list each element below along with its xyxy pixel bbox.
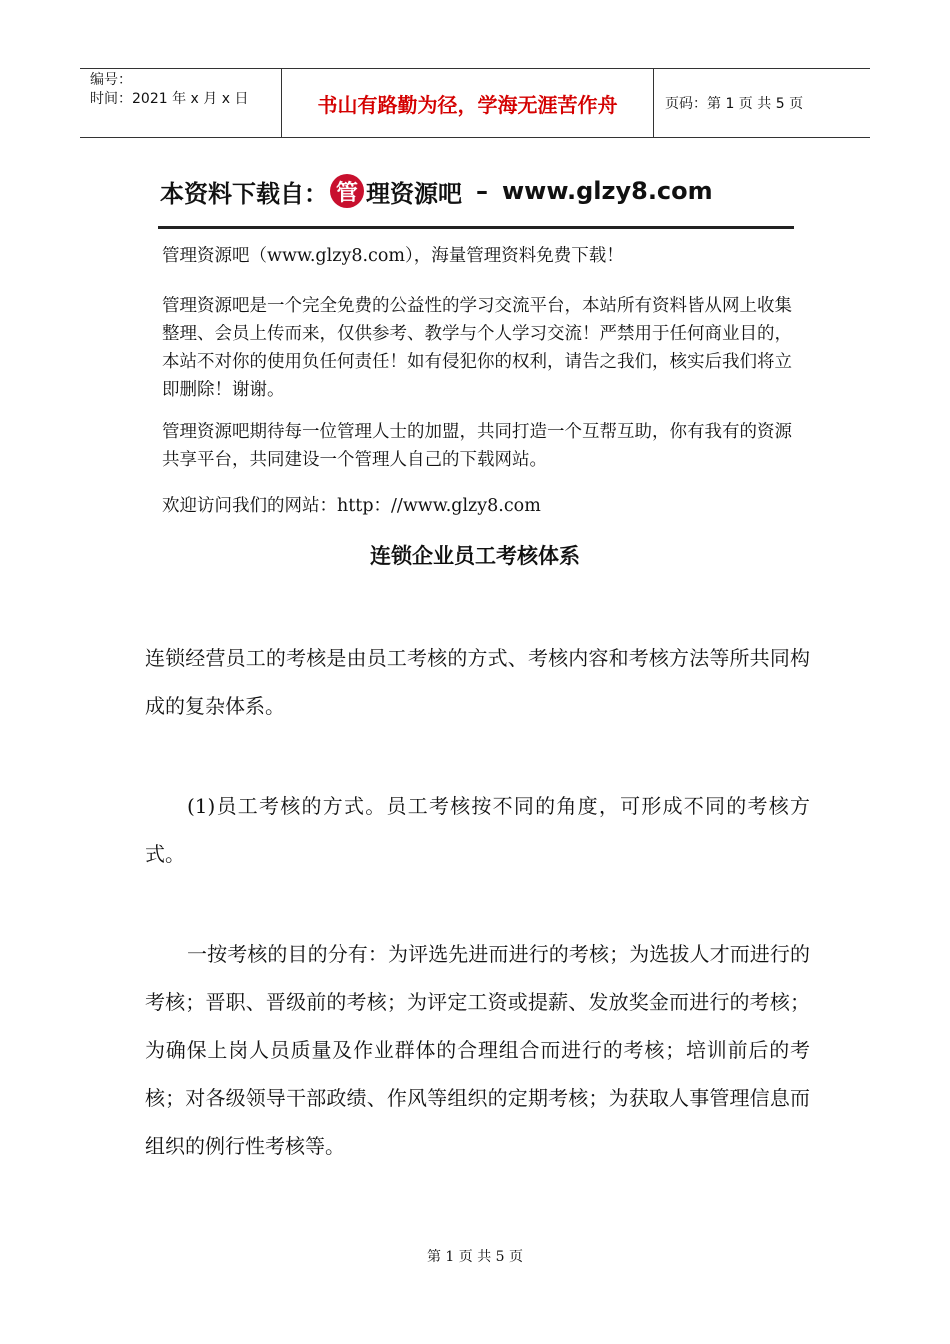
body-paragraph-3: 一按考核的目的分有：为评选先进而进行的考核；为选拔人才而进行的考核；晋职、晋级前的考核；为评定工资或提薪、发放奖金而进行的考核；为确保上岗人员质量及作业群体的合理组合而进行的考核；培训前后的考核；对各级领导干部政绩、作风等组织的定期考核；为获取人事管理信息而组织的例行性考核等。 [145,942,810,1158]
intro-paragraph-3: 管理资源吧期待每一位管理人士的加盟，共同打造一个互帮互助，你有我有的资源共享平台，共同建设一个管理人自己的下载网站。 [162,422,792,470]
page-footer: 第 1 页 共 5 页 [426,1249,524,1265]
header-page-info: 页码：第 1 页 共 5 页 [665,96,804,112]
banner-dash: – [476,177,488,205]
header-motto: 书山有路勤为径，学海无涯苦作舟 [282,69,654,137]
intro-line-1: 管理资源吧（www.glzy8.com），海量管理资料免费下载！ [162,246,624,266]
header-table [80,68,870,138]
banner-url[interactable]: www.glzy8.com [502,177,713,205]
banner-site-name: 理资源吧 [366,179,462,208]
banner-prefix: 本资料下载自： [160,179,328,208]
body-paragraph-2: (1)员工考核的方式。员工考核按不同的角度，可形成不同的考核方式。 [145,794,810,866]
time-label: 时间：2021 年 x 月 x 日 [90,91,249,107]
header-meta-cell [80,69,282,137]
banner-divider [158,226,794,229]
intro-paragraph-2: 管理资源吧是一个完全免费的公益性的学习交流平台，本站所有资料皆从网上收集整理、会员上传而来，仅供参考、教学与个人学习交流！严禁用于任何商业目的，本站不对你的使用负任何责任！如有侵犯你的权利，请告之我们，核实后我们将立即删除！谢谢。 [162,296,792,400]
site-logo-icon: 管 [330,174,364,208]
body-paragraph-1: 连锁经营员工的考核是由员工考核的方式、考核内容和考核方法等所共同构成的复杂体系。 [145,646,810,718]
intro-website[interactable]: 欢迎访问我们的网站：http：//www.glzy8.com [162,496,541,516]
document-title: 连锁企业员工考核体系 [370,544,580,568]
download-banner [160,168,800,214]
number-label: 编号： [90,72,132,88]
